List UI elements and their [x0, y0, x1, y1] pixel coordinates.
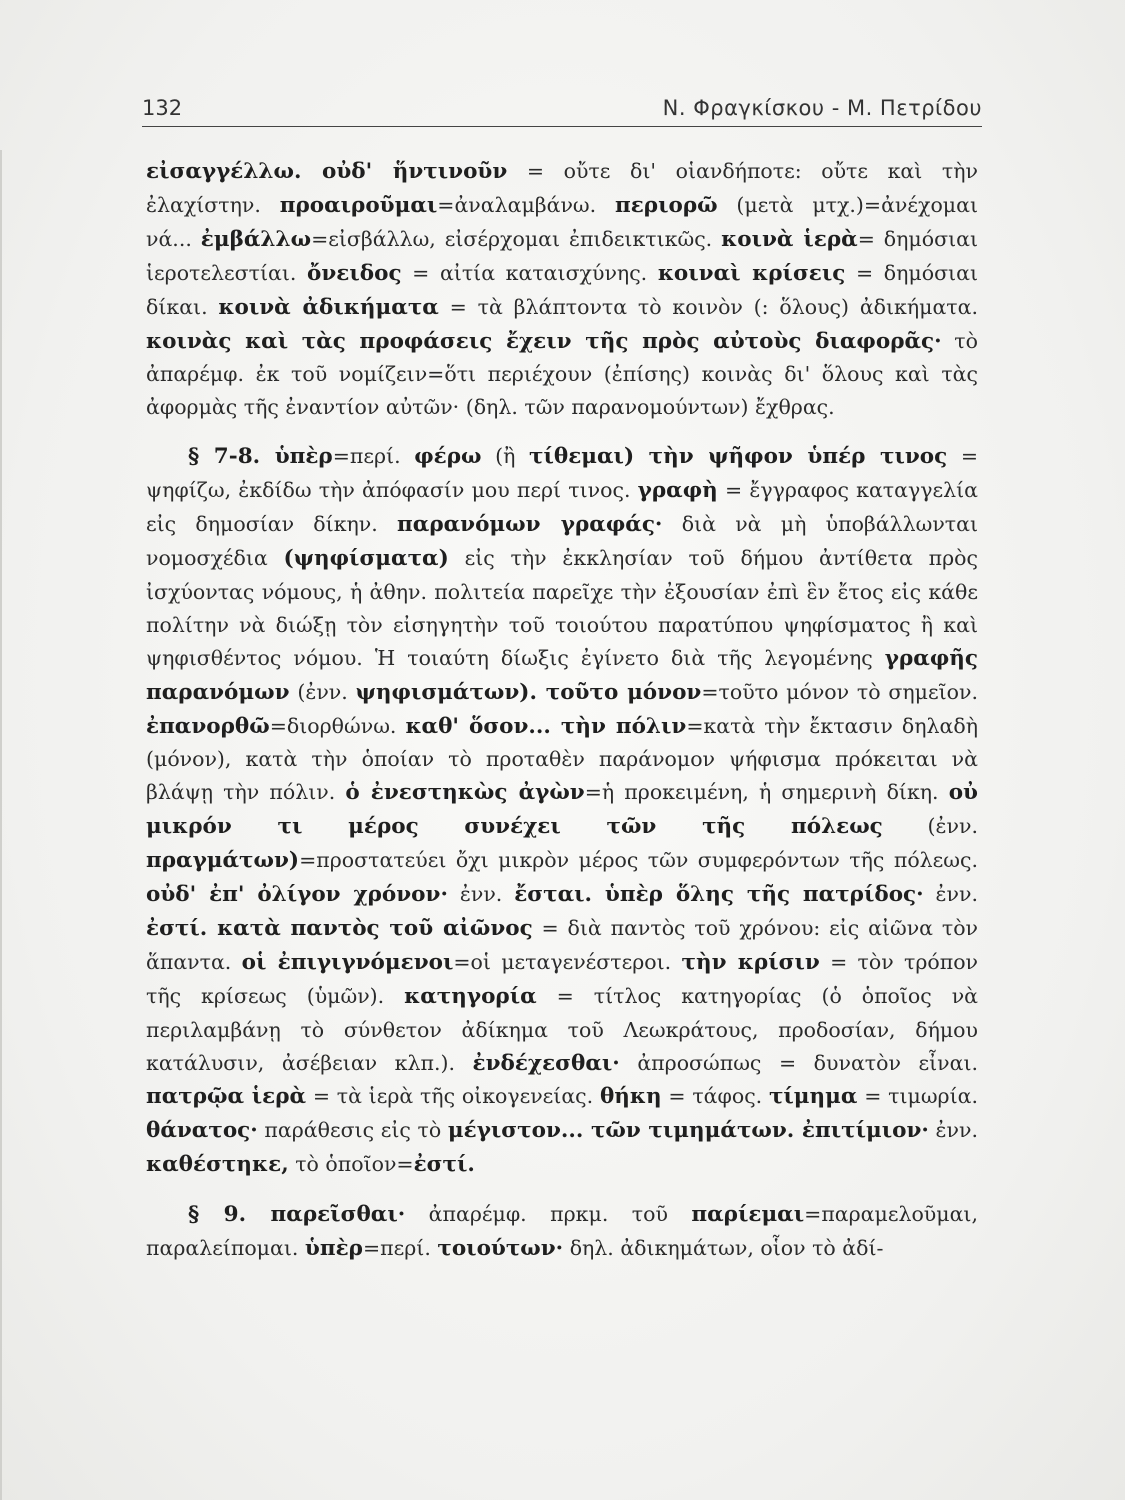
lemma-term: ἐμβάλλω: [200, 226, 312, 252]
running-title: Ν. Φραγκίσκου - Μ. Πετρίδου: [662, 96, 982, 120]
lemma-term: γραφὴ: [637, 478, 718, 504]
lemma-term: παρανόμων γραφάς·: [397, 512, 663, 538]
gloss-text: τὸ ἀπαρέμφ. ἐκ τοῦ νομίζειν=ὅτι περιέχουν (ἐπίσης) κοινὰς δι' ὅλους καὶ τὰς ἀφορμὰς τῆς ἐναντίον αὐτῶν· (δηλ. τῶν παρανομούντων) ἔχθρας.: [146, 328, 978, 420]
lemma-term: εἰσαγγέλλω. οὐδ' ἥντινοῦν: [146, 159, 508, 184]
lemma-term: § 9. παρεῖσθαι·: [188, 1202, 406, 1228]
gloss-text: (ἐνν.: [882, 814, 978, 839]
gloss-text: =ἡ προκειμένη, ἡ σημερινὴ δίκη.: [584, 780, 949, 805]
gloss-text: =κατὰ τὴν ἔκτασιν δηλαδὴ (μόνον), κατὰ τὴν ὁποίαν τὸ προταθὲν παράνομον ψήφισμα πρόκειται νὰ βλάψῃ τὴν πόλιν.: [146, 713, 978, 805]
gloss-text: = τάφος.: [661, 1084, 769, 1109]
gloss-text: (ἢ: [481, 444, 529, 469]
gloss-text: (μετὰ μτχ.)=ἀνέχομαι νά...: [146, 192, 978, 251]
lemma-term: οὐ μικρόν τι μέρος συνέχει τῶν τῆς πόλεως: [146, 780, 978, 840]
lemma-term: ἐπανορθῶ: [146, 713, 270, 739]
lemma-term: τοιούτων·: [437, 1236, 564, 1262]
lemma-term: φέρω: [414, 444, 482, 470]
lemma-term: ἐνδέχεσθαι·: [472, 1050, 620, 1076]
gloss-text: ἀπαρέμφ. πρκμ. τοῦ: [405, 1202, 692, 1227]
gloss-text: τὸ ὁποῖον=: [288, 1152, 414, 1177]
lemma-term: μέγιστον... τῶν τιμημάτων. ἐπιτίμιον·: [447, 1118, 929, 1144]
page-body: [146, 155, 978, 1266]
paragraph-intro-notes: [146, 155, 978, 424]
paragraph-section-7-8: [146, 440, 978, 1182]
gloss-text: ἀπροσώπως = δυνατὸν εἶναι.: [619, 1050, 979, 1075]
gloss-text: = τὰ βλάπτοντα τὸ κοινὸν (: ὅλους) ἀδικήματα.: [438, 294, 979, 319]
gloss-text: ἐνν.: [928, 1118, 978, 1143]
lemma-term: κοινὰ ἀδικήματα: [218, 294, 439, 320]
gloss-text: = τὸν τρόπον τῆς κρίσεως (ὑμῶν).: [146, 949, 978, 1008]
gloss-text: =τοῦτο μόνον τὸ σημεῖον.: [701, 679, 978, 704]
gloss-text: =οἱ μεταγενέστεροι.: [453, 949, 682, 974]
lemma-term: τίθεμαι) τὴν ψῆφον ὑπέρ τινος: [528, 444, 948, 470]
lemma-term: § 7-8. ὑπὲρ: [188, 444, 333, 470]
gloss-text: = διὰ παντὸς τοῦ χρόνου: εἰς αἰῶνα τὸν ἅπαντα.: [146, 915, 978, 974]
lemma-term: ἐστί.: [413, 1152, 475, 1178]
gloss-text: =παραμελοῦμαι, παραλείπομαι.: [146, 1202, 978, 1261]
gloss-text: = δημόσιαι ἱεροτελεστίαι.: [146, 226, 978, 285]
lemma-term: πατρῷα ἱερὰ: [146, 1084, 307, 1110]
gloss-text: =διορθώνω.: [269, 713, 406, 738]
lemma-term: περιορῶ: [614, 192, 718, 218]
gloss-text: εἰς τὴν ἐκκλησίαν τοῦ δήμου ἀντίθετα πρὸς ἰσχύοντας νόμους, ἡ ἀθην. πολιτεία παρεῖχε τὴν ἐξουσίαν ἐπὶ ἓν ἔτος εἰς κάθε πολίτην νὰ διώξῃ τὸν εἰσηγητὴν τοῦ τοιούτου παρατύπου ψηφίσματος ἢ καὶ ψηφισθέντος νόμου. Ἡ τοιαύτη δίωξις ἐγίνετο διὰ τῆς λεγομένης: [146, 545, 978, 670]
gloss-text: παράθεσις εἰς τὸ: [257, 1118, 448, 1143]
page-edge-shadow: [0, 150, 2, 1500]
lemma-term: ὁ ἐνεστηκὼς ἀγὼν: [345, 780, 585, 806]
gloss-text: = δημόσιαι δίκαι.: [146, 260, 978, 319]
lemma-term: ὑπὲρ: [304, 1236, 363, 1262]
paragraph-section-9: [146, 1198, 978, 1266]
gloss-text: = τὰ ἱερὰ τῆς οἰκογενείας.: [306, 1084, 600, 1109]
lemma-term: κοινὰς καὶ τὰς προφάσεις ἔχειν τῆς πρὸς αὐτοὺς διαφορᾶς·: [146, 328, 942, 354]
lemma-term: κοιναὶ κρίσεις: [657, 260, 846, 286]
lemma-term: (ψηφίσματα): [283, 545, 449, 571]
running-header: [142, 90, 982, 127]
gloss-text: =προστατεύει ὄχι μικρὸν μέρος τῶν συμφερόντων τῆς πόλεως.: [299, 848, 978, 873]
gloss-text: ἐνν.: [447, 882, 515, 907]
lemma-term: οἱ ἐπιγιγνόμενοι: [241, 949, 454, 975]
lemma-term: κατηγορία: [404, 983, 537, 1009]
lemma-term: προαιροῦμαι: [279, 192, 438, 218]
gloss-text: =περί.: [332, 444, 415, 469]
lemma-term: θάνατος·: [146, 1118, 258, 1144]
lemma-term: πραγμάτων): [146, 848, 300, 874]
lemma-term: ἐστί. κατὰ παντὸς τοῦ αἰῶνος: [146, 915, 533, 941]
gloss-text: διὰ νὰ μὴ ὑποβάλλωνται νομοσχέδια: [146, 512, 979, 570]
gloss-text: δηλ. ἀδικημάτων, οἷον τὸ ἀδί-: [563, 1236, 884, 1261]
gloss-text: =περί.: [362, 1236, 438, 1261]
gloss-text: = τίτλος κατηγορίας (ὁ ὁποῖος νὰ περιλαμβάνῃ τὸ σύνθετον ἀδίκημα τοῦ Λεωκράτους, προδοσίαν, δήμου κατάλυσιν, ἀσέβειαν κλπ.).: [146, 983, 978, 1075]
gloss-text: = ψηφίζω, ἐκδίδω τὴν ἀπόφασίν μου περί τινος.: [146, 444, 978, 503]
gloss-text: = ἔγγραφος καταγγελία εἰς δημοσίαν δίκην.: [146, 478, 978, 537]
lemma-term: τίμημα: [768, 1084, 858, 1110]
lemma-term: καθέστηκε,: [146, 1152, 289, 1178]
lemma-term: οὐδ' ἐπ' ὀλίγον χρόνον·: [146, 882, 448, 908]
gloss-text: ἐνν.: [923, 882, 978, 907]
lemma-term: καθ' ὅσον... τὴν πόλιν: [405, 713, 687, 739]
lemma-term: ὄνειδος: [307, 260, 402, 286]
gloss-text: = τιμωρία.: [857, 1084, 978, 1109]
lemma-term: γραφῆς παρανόμων: [146, 645, 978, 705]
lemma-term: παρίεμαι: [691, 1202, 805, 1228]
lemma-term: κοινὰ ἱερὰ: [721, 226, 858, 252]
gloss-text: =ἀναλαμβάνω.: [437, 192, 615, 217]
page-number: 132: [142, 96, 183, 120]
gloss-text: (ἐνν.: [289, 679, 356, 704]
gloss-text: = αἰτία καταισχύνης.: [401, 260, 658, 285]
lemma-term: θήκη: [599, 1084, 662, 1110]
gloss-text: =εἰσβάλλω, εἰσέρχομαι ἐπιδεικτικῶς.: [311, 226, 722, 251]
gloss-text: = οὔτε δι' οἱανδήποτε: οὔτε καὶ τὴν ἐλαχίστην.: [146, 159, 978, 217]
lemma-term: ἔσται. ὑπὲρ ὅλης τῆς πατρίδος·: [514, 882, 924, 908]
lemma-term: ψηφισμάτων). τοῦτο μόνον: [355, 679, 702, 705]
lemma-term: τὴν κρίσιν: [681, 949, 820, 975]
